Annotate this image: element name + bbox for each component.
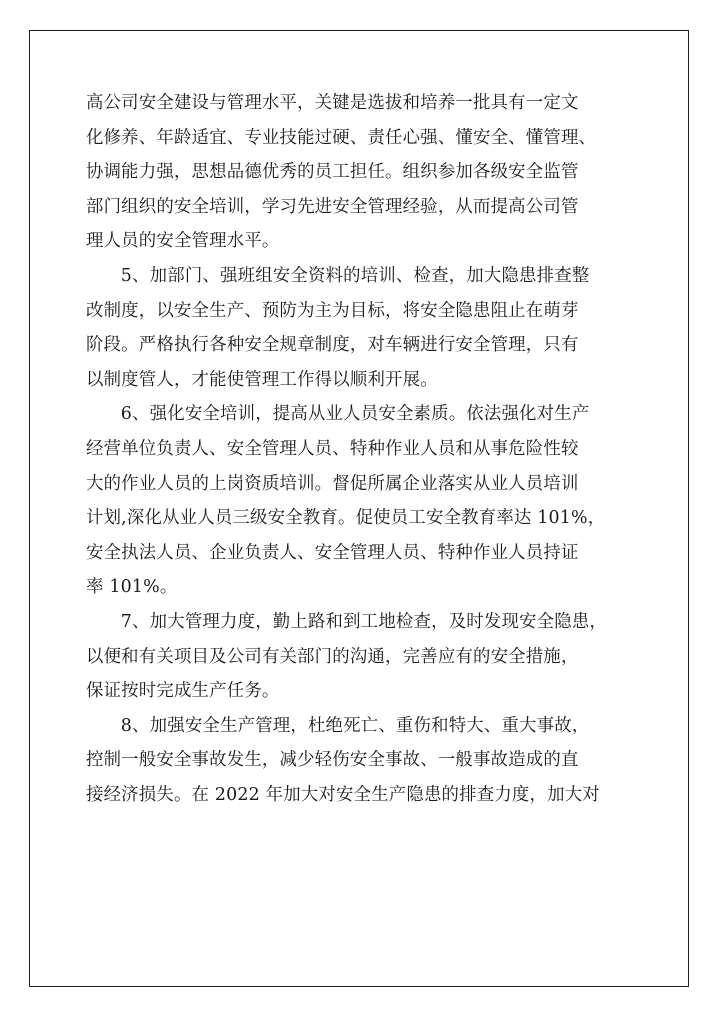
paragraph-item-6 — [86, 397, 639, 605]
paragraph-item-8 — [86, 709, 639, 813]
text-line: 率 101%。 — [86, 577, 178, 598]
paragraph-item-7 — [86, 605, 639, 709]
text-line: 8、加强安全生产管理，杜绝死亡、重伤和特大、重大事故， — [120, 715, 590, 736]
text-line: 理人员的安全管理水平。 — [86, 231, 280, 252]
text-line: 改制度，以安全生产、预防为主为目标，将安全隐患阻止在萌芽 — [86, 300, 579, 321]
text-line: 阶段。严格执行各种安全规章制度，对车辆进行安全管理，只有 — [86, 335, 579, 356]
paragraph-continuation — [86, 86, 639, 259]
text-line: 6、强化安全培训，提高从业人员安全素质。依法强化对生产 — [120, 404, 590, 425]
text-line: 控制一般安全事故发生，减少轻伤安全事故、一般事故造成的直 — [86, 750, 579, 771]
paragraph-item-5 — [86, 259, 639, 397]
text-line: 协调能力强，思想品德优秀的员工担任。组织参加各级安全监管 — [86, 162, 579, 183]
text-line: 经营单位负责人、安全管理人员、特种作业人员和从事危险性较 — [86, 438, 579, 459]
text-line: 大的作业人员的上岗资质培训。督促所属企业落实从业人员培训 — [86, 473, 579, 494]
document-body — [86, 86, 639, 812]
text-line: 以制度管人，才能使管理工作得以顺利开展。 — [86, 369, 438, 390]
text-line: 以便和有关项目及公司有关部门的沟通，完善应有的安全措施， — [86, 646, 579, 667]
text-line: 接经济损失。在 2022 年加大对安全生产隐患的排查力度，加大对 — [86, 784, 600, 805]
text-line: 安全执法人员、企业负责人、安全管理人员、特种作业人员持证 — [86, 542, 579, 563]
text-line: 化修养、年龄适宜、专业技能过硬、责任心强、懂安全、懂管理、 — [86, 127, 597, 148]
text-line: 7、加大管理力度，勤上路和到工地检查，及时发现安全隐患， — [120, 611, 608, 632]
text-line: 计划,深化从业人员三级安全教育。促使员工安全教育率达 101%， — [86, 508, 606, 529]
text-line: 部门组织的安全培训，学习先进安全管理经验，从而提高公司管 — [86, 196, 579, 217]
text-line: 5、加部门、强班组安全资料的培训、检查，加大隐患排查整 — [120, 265, 590, 286]
text-line: 保证按时完成生产任务。 — [86, 681, 280, 702]
text-line: 高公司安全建设与管理水平，关键是选拔和培养一批具有一定文 — [86, 93, 579, 113]
